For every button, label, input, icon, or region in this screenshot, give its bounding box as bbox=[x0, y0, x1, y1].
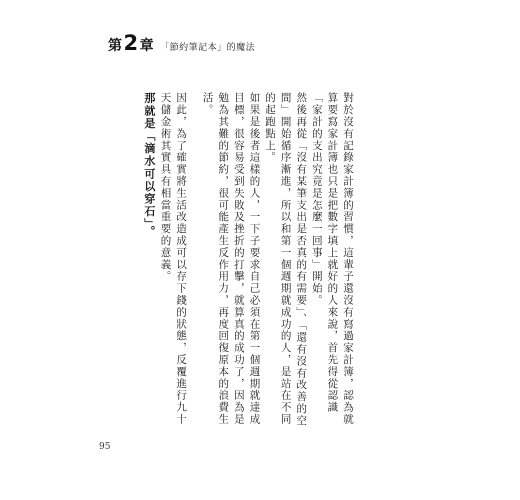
chapter-number: 2 bbox=[123, 31, 139, 55]
chapter-suffix: 章 bbox=[139, 38, 155, 54]
chapter-title: 「節約筆記本」的魔法 bbox=[160, 43, 256, 53]
paragraph-1: 對於沒有記錄家計簿的習慣，這輩子還沒有寫過家計簿，認為就算要寫家計簿也只是把數字填上就好的人來說，首先得從認識「家計的支出究竟是怎麼一回事」開始。 bbox=[310, 92, 354, 426]
paragraph-2: 然後再從「沒有某筆支出是否真的有需要」、「還有沒有改善的空間」開始循序漸進，所以和第一個週期就成功的人，是站在不同的起跑點上。 bbox=[264, 92, 308, 427]
concluding-line: 那就是「滴水可以穿石」。 bbox=[142, 92, 156, 238]
paragraph-4: 因此，為了確實將生活改造成可以存下錢的狀態，反覆進行九十天儲金術其實具有相當重要的意義。 bbox=[159, 92, 188, 426]
paragraph-3: 如果是後者這樣的人，一下子要求自己必須在第一個週期就達成目標，很容易受到失敗及挫折的打擊，就算真的成功了，因為是勉為其難的節約，很可能產生反作用力，再度回復原本的浪費生活。 bbox=[201, 92, 261, 426]
chapter-prefix: 第 bbox=[108, 38, 123, 54]
chapter-label bbox=[108, 31, 154, 55]
page-number: 95 bbox=[99, 442, 111, 452]
body-text bbox=[123, 92, 355, 432]
chapter-header bbox=[108, 31, 255, 55]
